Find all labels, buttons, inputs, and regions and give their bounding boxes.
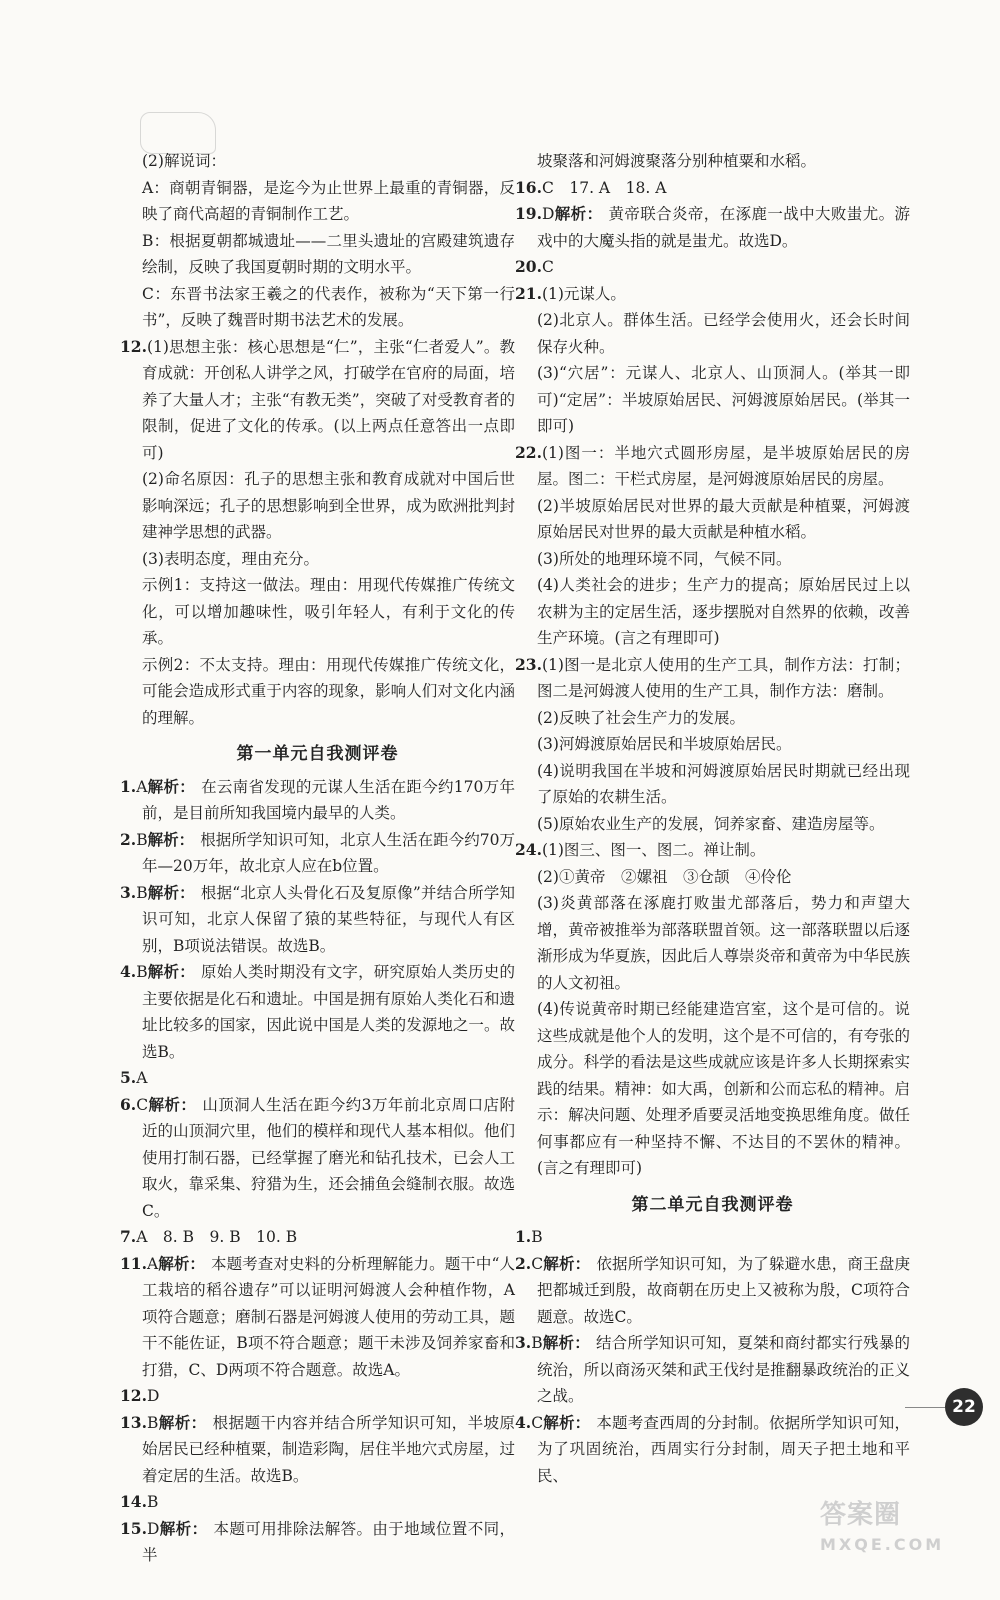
answer-text: (1)元谋人。: [541, 284, 626, 303]
answer-item: [120, 1065, 515, 1092]
answer-continuation: [515, 705, 910, 732]
answer-continuation: [515, 996, 910, 1182]
answer-text: A：商朝青铜器，是迄今为止世界上最重的青铜器，反映了商代高超的青铜制作工艺。: [142, 178, 515, 223]
answer-text: (2)反映了社会生产力的发展。: [537, 708, 745, 727]
question-number: 12.: [120, 336, 147, 356]
question-number: 24.: [515, 840, 542, 859]
answer-text: (1)图一是北京人使用的生产工具，制作方法：打制；图二是河姆渡人使用的生产工具，制作方法：磨制。: [537, 655, 910, 700]
answer-continuation: [515, 572, 910, 652]
answer-text: (1)图一：半地穴式圆形房屋，是半坡原始居民的房屋。图二：干栏式房屋，是河姆渡原始居民的房屋。: [537, 443, 910, 488]
answer-item: [515, 254, 910, 281]
answer-continuation: [120, 175, 515, 228]
answer-text: 本题可用排除法解答。由于地域位置不同，半: [142, 1519, 515, 1564]
question-number: 1.: [515, 1227, 532, 1246]
answer-extra: 8. B 9. B 10. B: [162, 1228, 298, 1246]
answer-text: (3)表明态度，理由充分。: [142, 549, 319, 568]
answer-item: [120, 1224, 515, 1251]
answer-item: [120, 1092, 515, 1225]
section-title: 第一单元自我测评卷: [236, 744, 399, 764]
answer-text: 依据所学知识可知，为了躲避水患，商王盘庚把都城迁到殷，故商朝在历史上又被称为殷，C项符合题意。故选C。: [537, 1254, 910, 1326]
answer-text: B：根据夏朝都城遗址——二里头遗址的宫殿建筑遗存绘制，反映了我国夏朝时期的文明水平。: [142, 231, 515, 276]
answer-continuation: [515, 307, 910, 360]
answer-choice: C: [136, 1095, 149, 1114]
answer-text: (3)“穴居”：元谋人、北京人、山顶洞人。(举其一即可)“定居”：半坡原始居民、河姆渡原始居民。(举其一即可): [537, 364, 910, 435]
answer-text: (3)所处的地理环境不同，气候不同。: [537, 549, 792, 568]
answer-item: [515, 1330, 910, 1410]
answer-text: 坡聚落和河姆渡聚落分别种植粟和水稻。: [537, 152, 817, 170]
answer-item: [515, 1224, 910, 1251]
section-title: 第二单元自我测评卷: [631, 1194, 794, 1215]
answer-choice: A: [136, 1228, 148, 1246]
page-number-line: [905, 1407, 945, 1408]
question-number: 2.: [515, 1253, 532, 1273]
answer-continuation: [120, 281, 515, 334]
answer-continuation: [120, 572, 515, 652]
question-number: 15.: [120, 1518, 147, 1538]
answer-item: [515, 652, 910, 705]
answer-text: C：东晋书法家王羲之的代表作，被称为“天下第一行书”，反映了魏晋时期书法艺术的发展。: [142, 284, 515, 329]
answer-text: (2)①黄帝 ②嫘祖 ③仓颉 ④伶伦: [537, 867, 792, 886]
answer-item: [515, 1410, 910, 1490]
answer-item: [120, 880, 515, 960]
watermark-cn: 答案圈: [820, 1500, 902, 1530]
watermark-url: MXQE.COM: [820, 1535, 945, 1554]
answer-text: 根据所学知识可知，北京人生活在距今约70万年—20万年，故北京人应在b位置。: [142, 830, 515, 875]
analysis-label: 解析：: [147, 962, 195, 981]
answer-choice: C: [531, 1413, 544, 1432]
answer-choice: C: [541, 178, 554, 197]
answer-text: (5)原始农业生产的发展，饲养家畜、建造房屋等。: [537, 814, 885, 833]
question-number: 13.: [120, 1412, 147, 1432]
question-number: 23.: [515, 654, 542, 674]
answer-text: (4)人类社会的进步；生产力的提高；原始居民过上以农耕为主的定居生活，逐步摆脱对自然界的依赖，改善生产环境。(言之有理即可): [537, 576, 910, 647]
answer-item: [120, 827, 515, 880]
answer-continuation: [120, 228, 515, 281]
analysis-label: 解析：: [543, 1412, 591, 1432]
answer-text: (2)命名原因：孔子的思想主张和教育成就对中国后世影响深远；孔子的思想影响到全世界，成为欧洲批判封建神学思想的武器。: [142, 470, 515, 541]
answer-item: [120, 1383, 515, 1410]
analysis-label: 解析：: [543, 1253, 591, 1273]
answer-text: 根据题干内容并结合所学知识可知，半坡原始居民已经种植粟，制造彩陶，居住半地穴式房屋，过着定居的生活。故选B。: [142, 1413, 515, 1485]
answer-item: [120, 959, 515, 1065]
question-number: 16.: [515, 177, 542, 197]
analysis-label: 解析：: [542, 1333, 590, 1352]
question-number: 21.: [515, 283, 542, 303]
answer-item: [515, 1251, 910, 1331]
question-number: 1.: [120, 776, 137, 796]
answer-choice: C: [531, 1254, 544, 1273]
answer-choice: B: [531, 1228, 543, 1246]
answer-continuation: [515, 864, 910, 891]
answer-choice: B: [146, 1493, 159, 1511]
answer-choice: D: [146, 1519, 160, 1538]
answer-continuation: [515, 758, 910, 811]
question-number: 22.: [515, 442, 542, 462]
answer-item: [120, 1489, 515, 1516]
question-number: 19.: [515, 204, 542, 223]
right-column: [515, 148, 910, 1489]
question-number: 11.: [120, 1253, 147, 1273]
answer-continuation: [120, 466, 515, 546]
answer-item: [515, 281, 910, 308]
answer-item: [120, 1410, 515, 1490]
answer-choice: B: [146, 1413, 159, 1432]
answer-choice: B: [531, 1334, 543, 1352]
answer-text: 在云南省发现的元谋人生活在距今约170万年前，是目前所知我国境内最早的人类。: [142, 777, 515, 822]
question-number: 3.: [515, 1333, 532, 1352]
answer-item: [515, 175, 910, 202]
answer-text: 本题考查西周的分封制。依据所学知识可知，为了巩固统治，西周实行分封制，周天子把土地和平民、: [537, 1413, 910, 1485]
answer-continuation: [515, 890, 910, 996]
answer-continuation: [515, 546, 910, 573]
answer-item: [515, 201, 910, 254]
answer-item: [120, 334, 515, 467]
watermark: [820, 1500, 944, 1560]
left-column: [120, 148, 515, 1569]
answer-text: 示例2：不太支持。理由：用现代传媒推广传统文化，可能会造成形式重于内容的现象，影响人们对文化内涵的理解。: [142, 655, 515, 727]
answer-choice: D: [146, 1387, 160, 1405]
answer-text: (1)思想主张：核心思想是“仁”，主张“仁者爱人”。教育成就：开创私人讲学之风，打破学在官府的局面，培养了大量人才；主张“有教无类”，突破了对受教育者的限制，促进了文化的传承。(以上两点任意答出一点即可): [142, 337, 515, 462]
answer-text: 示例1：支持这一做法。理由：用现代传媒推广传统文化，可以增加趣味性，吸引年轻人，有利于文化的传承。: [142, 576, 515, 647]
answer-choice: D: [541, 205, 555, 223]
answer-item: [120, 1516, 515, 1569]
answer-continuation: [515, 811, 910, 838]
analysis-label: 解析：: [147, 776, 196, 796]
answer-text: (2)解说词：: [142, 152, 226, 170]
answer-continuation: [515, 493, 910, 546]
answer-continuation: [120, 652, 515, 732]
answer-text: (4)说明我国在半坡和河姆渡原始居民时期就已经出现了原始的农耕生活。: [537, 761, 910, 806]
answer-continuation: [120, 148, 515, 175]
answer-text: 原始人类时期没有文字，研究原始人类历史的主要依据是化石和遗址。中国是拥有原始人类化石和遗址比较多的国家，因此说中国是人类的发源地之一。故选B。: [142, 963, 515, 1061]
question-number: 14.: [120, 1492, 147, 1511]
question-number: 7.: [120, 1227, 137, 1246]
question-number: 5.: [120, 1068, 137, 1087]
answer-text: (4)传说黄帝时期已经能建造宫室，这个是可信的。说这些成就是他个人的发明，这个是不可信的，有夸张的成分。科学的看法是这些成就应该是许多人长期探索实践的结果。精神：如大禹，创新和公而忘私的精神。启示：解决问题、处理矛盾要灵活地变换思维角度。做任何事都应有一种坚持不懈、不达目的不罢休的精神。(言之有理即可): [537, 1000, 910, 1177]
answer-continuation: [120, 546, 515, 573]
answer-choice: C: [541, 258, 554, 276]
question-number: 4.: [120, 962, 137, 981]
answer-item: [515, 837, 910, 864]
answer-text: (2)半坡原始居民对世界的最大贡献是种植粟，河姆渡原始居民对世界的最大贡献是种植水稻。: [537, 496, 910, 541]
answer-text: (1)图三、图一、图二。禅让制。: [541, 841, 766, 859]
answer-text: (2)北京人。群体生活。已经学会使用火，还会长时间保存火种。: [537, 311, 910, 356]
answer-text: (3)炎黄部落在涿鹿打败蚩尤部落后，势力和声望大增，黄帝被推举为部落联盟首领。这一部落联盟以后逐渐形成为华夏族，因此后人尊崇炎帝和黄帝为中华民族的人文初祖。: [537, 894, 910, 992]
question-number: 3.: [120, 882, 137, 902]
answer-continuation: [515, 360, 910, 440]
question-number: 20.: [515, 257, 542, 276]
answer-choice: A: [136, 777, 148, 796]
analysis-label: 解析：: [159, 1518, 208, 1538]
analysis-label: 解析：: [147, 882, 195, 902]
question-number: 4.: [515, 1412, 532, 1432]
answer-text: 根据“北京人头骨化石及复原像”并结合所学知识可知，北京人保留了猿的某些特征，与现代人有区别，B项说法错误。故选B。: [142, 883, 515, 955]
answer-continuation: [515, 731, 910, 758]
answer-choice: B: [136, 830, 148, 849]
question-number: 6.: [120, 1094, 137, 1114]
analysis-label: 解析：: [147, 829, 195, 849]
page-number: 22: [945, 1388, 983, 1426]
answer-continuation: [515, 148, 910, 175]
answer-choice: A: [146, 1254, 159, 1273]
answer-extra: 17. A 18. A: [569, 178, 667, 197]
analysis-label: 解析：: [158, 1412, 207, 1432]
answer-text: 本题考查对史料的分析理解能力。题干中“人工栽培的稻谷遗存”可以证明河姆渡人会种植作物，A项符合题意；磨制石器是河姆渡人使用的劳动工具，题干不能佐证，B项不符合题意；题干未涉及饲养家畜和打猎，C、D两项不符合题意。故选A。: [142, 1254, 515, 1379]
answer-text: 结合所学知识可知，夏桀和商纣都实行残暴的统治，所以商汤灭桀和武王伐纣是推翻暴政统治的正义之战。: [537, 1334, 910, 1405]
answer-text: 黄帝联合炎帝，在涿鹿一战中大败蚩尤。游戏中的大魔头指的就是蚩尤。故选D。: [537, 205, 910, 250]
answer-choice: B: [136, 883, 148, 902]
question-number: 12.: [120, 1386, 147, 1405]
analysis-label: 解析：: [554, 204, 603, 223]
analysis-label: 解析：: [158, 1253, 205, 1273]
answer-item: [120, 1251, 515, 1384]
question-number: 2.: [120, 829, 137, 849]
answer-text: (3)河姆渡原始居民和半坡原始居民。: [537, 735, 792, 753]
analysis-label: 解析：: [148, 1094, 197, 1114]
answer-choice: A: [136, 1069, 148, 1087]
answer-choice: B: [136, 963, 148, 981]
answer-text: 山顶洞人生活在距今约3万年前北京周口店附近的山顶洞穴里，他们的模样和现代人基本相似。他们使用打制石器，已经掌握了磨光和钻孔技术，已会人工取火，靠采集、狩猎为生，还会捕鱼会缝制衣服。故选C。: [142, 1095, 515, 1220]
answer-item: [120, 774, 515, 827]
answer-item: [515, 440, 910, 493]
